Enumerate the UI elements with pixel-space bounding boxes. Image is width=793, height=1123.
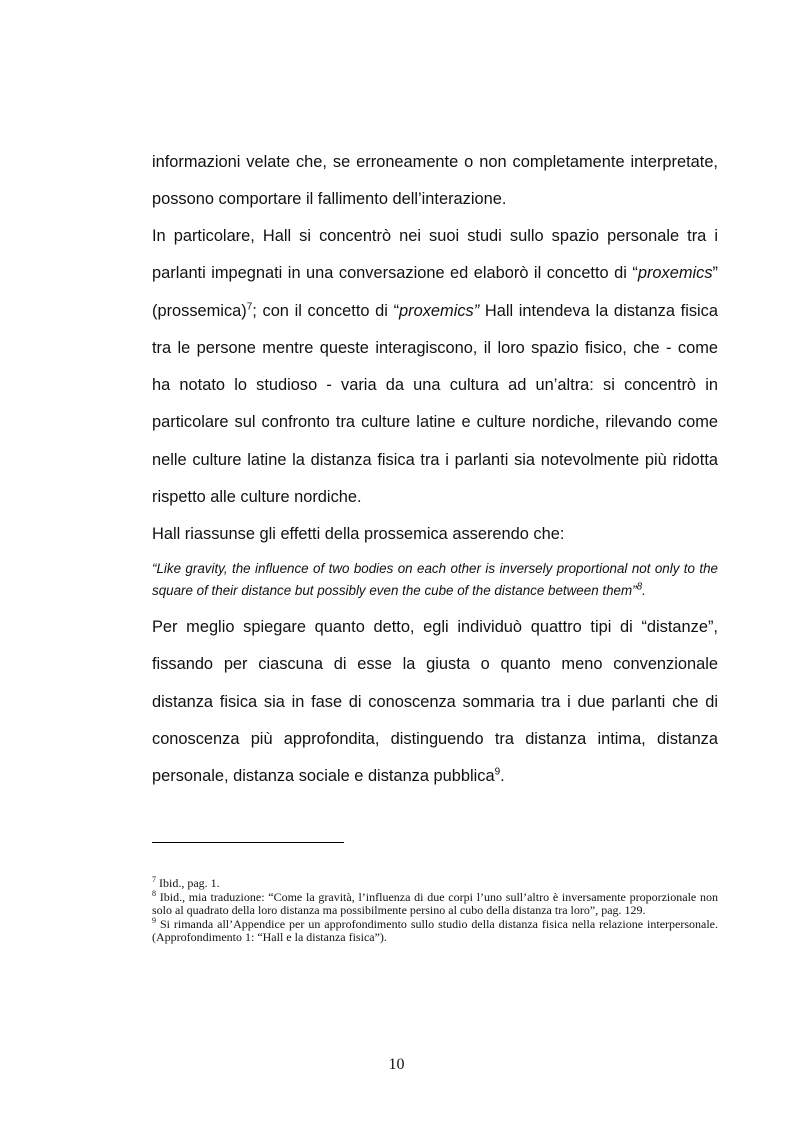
- text-segment: ” (prossemica): [152, 264, 718, 320]
- footnote-8: [152, 888, 718, 918]
- footnote-separator: [152, 842, 344, 843]
- paragraph-continuation: informazioni velate che, se erroneamente o non completamente interpretate, possono comportare il fallimento dell’interazione.: [152, 153, 718, 209]
- paragraph-intro-quote: Hall riassunse gli effetti della prossemica asserendo che:: [152, 525, 565, 543]
- footnote-ref-7: 7: [246, 301, 253, 313]
- footnote-9: [152, 915, 718, 945]
- term-proxemics: proxemics”: [399, 301, 480, 320]
- footnote-7: [152, 877, 718, 891]
- footnote-number: 7: [152, 875, 156, 884]
- footnote-text: Ibid., mia traduzione: “Come la gravità, l’influenza di due corpi l’uno sull’altro è inversamente proporzionale non solo al quadrato della loro distanza ma possibilmente persino al cubo della distanza tra loro”, pag. 129.: [152, 889, 718, 918]
- footnote-ref-9: 9: [494, 766, 501, 778]
- block-quote: [152, 558, 718, 602]
- footnotes: [152, 877, 718, 945]
- footnote-number: 9: [152, 915, 156, 925]
- text-segment: Hall intendeva la distanza fisica tra le persone mentre queste interagiscono, il loro spazio fisico, che - come ha notato lo studioso - varia da una cultura ad un’altra: si concentrò in particolare sul confronto tra culture latine e culture nordiche, rilevando come nelle culture latine la distanza fisica tra i parlanti sia notevolmente più ridotta rispetto alle culture nordiche.: [152, 301, 718, 507]
- footnote-text: Ibid., pag. 1.: [156, 876, 220, 890]
- footnote-ref-8: 8: [636, 581, 643, 593]
- paragraph-proxemics: [152, 218, 718, 516]
- text-segment: In particolare, Hall si concentrò nei suoi studi sullo spazio personale tra i parlanti impegnati in una conversazione ed elaborò il concetto di “: [152, 227, 718, 283]
- quote-end: .: [642, 583, 646, 598]
- text-segment: .: [500, 767, 505, 786]
- paragraph-distances: [152, 609, 718, 795]
- text-segment: ; con il concetto di “: [252, 301, 400, 320]
- page-number: 10: [388, 1056, 405, 1073]
- footnote-text: Si rimanda all’Appendice per un approfondimento sullo studio della distanza fisica nella relazione interpersonale. (Approfondimento 1: “Hall e la distanza fisica”).: [152, 916, 718, 945]
- text-segment: Per meglio spiegare quanto detto, egli individuò quattro tipi di “distanze”, fissando per ciascuna di esse la giusta o quanto meno convenzionale distanza fisica sia in fase di conoscenza sommaria tra i due parlanti che di conoscenza più approfondita, distinguendo tra distanza intima, distanza personale, distanza sociale e distanza pubblica: [152, 618, 718, 786]
- quote-text: “Like gravity, the influence of two bodies on each other is inversely proportional not only to the square of their distance but possibly even the cube of the distance between them”: [152, 561, 718, 598]
- term-proxemics: proxemics: [637, 264, 713, 283]
- footnote-number: 8: [152, 888, 156, 898]
